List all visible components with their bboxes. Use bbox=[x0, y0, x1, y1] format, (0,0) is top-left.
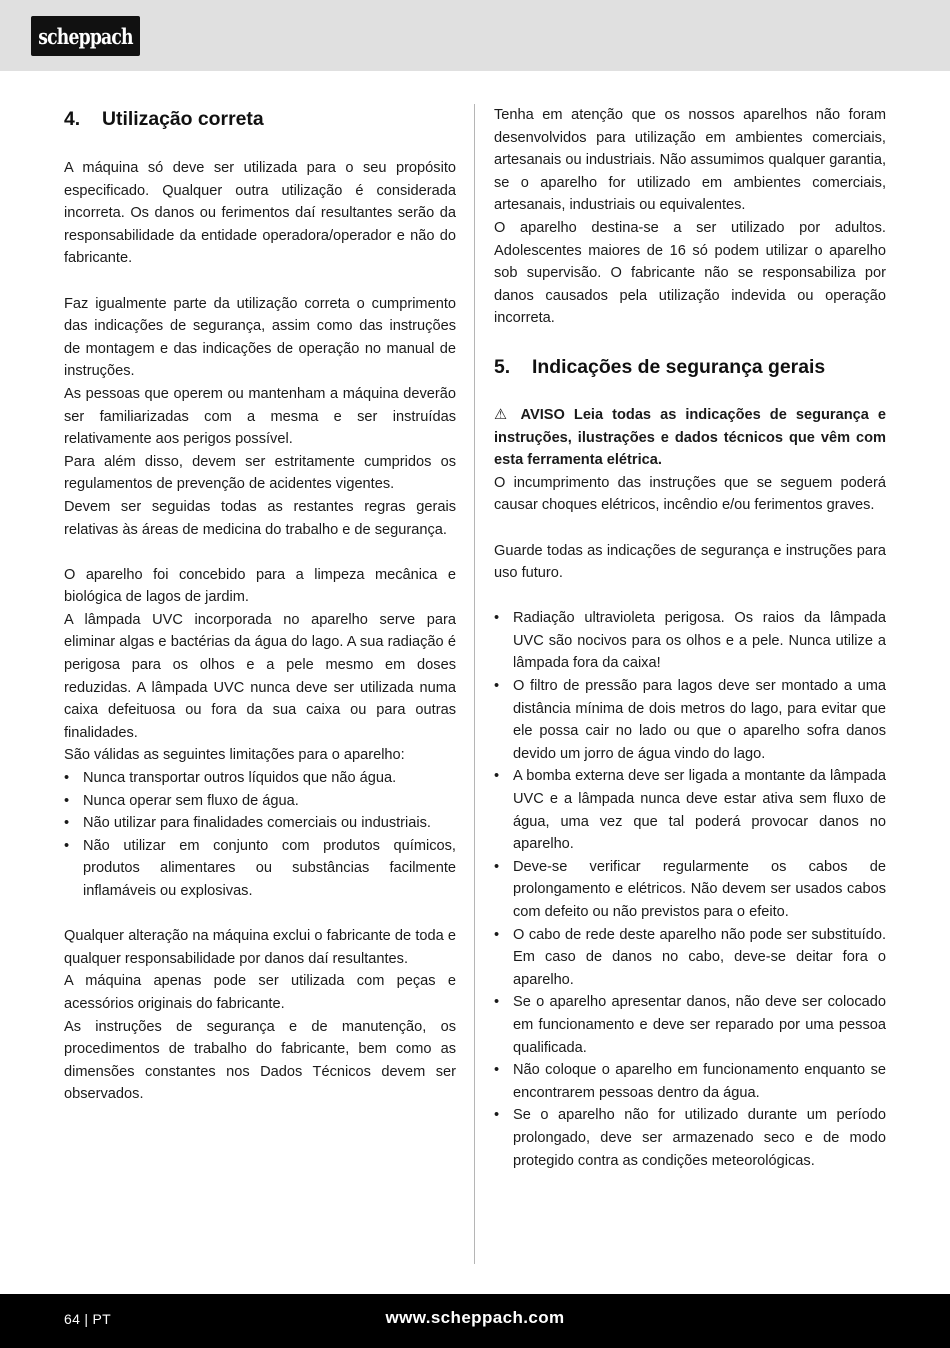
safety-list bbox=[494, 607, 886, 1172]
column-divider bbox=[474, 104, 475, 1264]
paragraph: A lâmpada UVC incorporada no aparelho serve para eliminar algas e bactérias da água do lago. A sua radiação é perigosa para os olhos e a pele mesmo em doses reduzidas. A lâmpada UVC nunca deve ser utilizada numa caixa defeituosa ou fora da sua caixa ou para outras finalidades. bbox=[64, 611, 456, 741]
list-item: • O cabo de rede deste aparelho não pode ser substituído. Em caso de danos no cabo, deve-se deitar fora o aparelho. bbox=[494, 924, 886, 992]
paragraph: São válidas as seguintes limitações para o aparelho: bbox=[64, 747, 405, 764]
limitations-list bbox=[64, 767, 456, 903]
section-4-number: 4. bbox=[64, 108, 81, 130]
paragraph: Para além disso, devem ser estritamente cumpridos os regulamentos de prevenção de acidentes vigentes. bbox=[64, 453, 456, 493]
page-number: 64 | PT bbox=[64, 1311, 111, 1327]
paragraph: As instruções de segurança e de manutenção, os procedimentos de trabalho do fabricante, bem como as dimensões constantes nos Dados Técnicos devem ser observados. bbox=[64, 1018, 456, 1103]
list-item: • Nunca operar sem fluxo de água. bbox=[64, 790, 456, 813]
list-item: • Se o aparelho não for utilizado durante um período prolongado, deve ser armazenado seco e de modo protegido contra as condições meteorológicas. bbox=[494, 1104, 886, 1172]
section-4-heading bbox=[64, 104, 456, 134]
website-link[interactable]: www.scheppach.com bbox=[385, 1308, 565, 1327]
paragraph: Faz igualmente parte da utilização correta o cumprimento das indicações de segurança, assim como das instruções de montagem e das indicações de operação no manual de instruções. bbox=[64, 295, 456, 380]
paragraph: O incumprimento das instruções que se seguem poderá causar choques elétricos, incêndio e/ou ferimentos graves. bbox=[494, 474, 886, 514]
paragraph: A máquina apenas pode ser utilizada com peças e acessórios originais do fabricante. bbox=[64, 973, 456, 1012]
list-item: • Não coloque o aparelho em funcionamento enquanto se encontrarem pessoas dentro da água. bbox=[494, 1059, 886, 1104]
list-item: • Se o aparelho apresentar danos, não deve ser colocado em funcionamento e deve ser reparado por uma pessoa qualificada. bbox=[494, 991, 886, 1059]
paragraph: O aparelho foi concebido para a limpeza mecânica e biológica de lagos de jardim. bbox=[64, 566, 456, 606]
paragraph: As pessoas que operem ou mantenham a máquina deverão ser familiarizadas com a mesma e ser instruídas relativamente aos perigos possível. bbox=[64, 385, 456, 448]
paragraph: A máquina só deve ser utilizada para o seu propósito especificado. Qualquer outra utilização é considerada incorreta. Os danos ou ferimentos daí resultantes serão da responsabilidade da entidade operadora/operador e não do fabricante. bbox=[64, 160, 456, 267]
list-item: • Não utilizar em conjunto com produtos químicos, produtos alimentares ou substâncias facilmente inflamáveis ou explosivas. bbox=[64, 835, 456, 903]
section-4-title: Utilização correta bbox=[102, 108, 264, 130]
right-column bbox=[494, 104, 886, 1172]
section-5-number: 5. bbox=[494, 355, 511, 378]
paragraph: Devem ser seguidas todas as restantes regras gerais relativas às áreas de medicina do trabalho e de segurança. bbox=[64, 498, 456, 538]
paragraph: Qualquer alteração na máquina exclui o fabricante de toda e qualquer responsabilidade por danos daí resultantes. bbox=[64, 928, 456, 967]
list-item: • O filtro de pressão para lagos deve ser montado a uma distância mínima de dois metros do lago, para evitar que ele possa cair no lado ou que o aparelho sofra danos devido um jorro de água vindo do lago. bbox=[494, 675, 886, 765]
list-item: • Deve-se verificar regularmente os cabos de prolongamento e elétricos. Não devem ser usados cabos com defeito ou não previstos para o efeito. bbox=[494, 856, 886, 924]
section-5-title: Indicações de segurança gerais bbox=[532, 355, 826, 378]
brand-logo-text: scheppach bbox=[38, 23, 133, 49]
left-column bbox=[64, 104, 456, 1106]
brand-logo bbox=[31, 16, 140, 56]
paragraph: Tenha em atenção que os nossos aparelhos não foram desenvolvidos para utilização em ambientes comerciais, artesanais ou industriais. Não assumimos qualquer garantia, se o aparelho for utilizado em ambientes comerciais, artesanais, industriais ou equivalentes. bbox=[494, 107, 886, 214]
paragraph: Guarde todas as indicações de segurança e instruções para uso futuro. bbox=[494, 542, 886, 582]
list-item: • Não utilizar para finalidades comerciais ou industriais. bbox=[64, 812, 456, 835]
list-item: • Radiação ultravioleta perigosa. Os raios da lâmpada UVC são nocivos para os olhos e a pele. Nunca utilize a lâmpada fora da caixa! bbox=[494, 607, 886, 675]
warning-paragraph bbox=[494, 404, 886, 472]
header-band bbox=[0, 0, 950, 71]
warning-text: AVISO Leia todas as indicações de segurança e instruções, ilustrações e dados técnicos que vêm com esta ferramenta elétrica. bbox=[494, 406, 886, 469]
warning-triangle-icon: ⚠ bbox=[494, 406, 513, 423]
paragraph: O aparelho destina-se a ser utilizado por adultos. Adolescentes maiores de 16 só podem utilizar o aparelho sob supervisão. O fabricante não se responsabiliza por danos causados pela utilização indevida ou operação incorreta. bbox=[494, 219, 886, 327]
list-item: • A bomba externa deve ser ligada a montante da lâmpada UVC e a lâmpada nunca deve estar ativa sem fluxo de água, uma vez que tal poderá provocar danos no aparelho. bbox=[494, 765, 886, 855]
footer-band bbox=[0, 1294, 950, 1348]
section-5-heading bbox=[494, 352, 886, 382]
list-item: • Nunca transportar outros líquidos que não água. bbox=[64, 767, 456, 790]
